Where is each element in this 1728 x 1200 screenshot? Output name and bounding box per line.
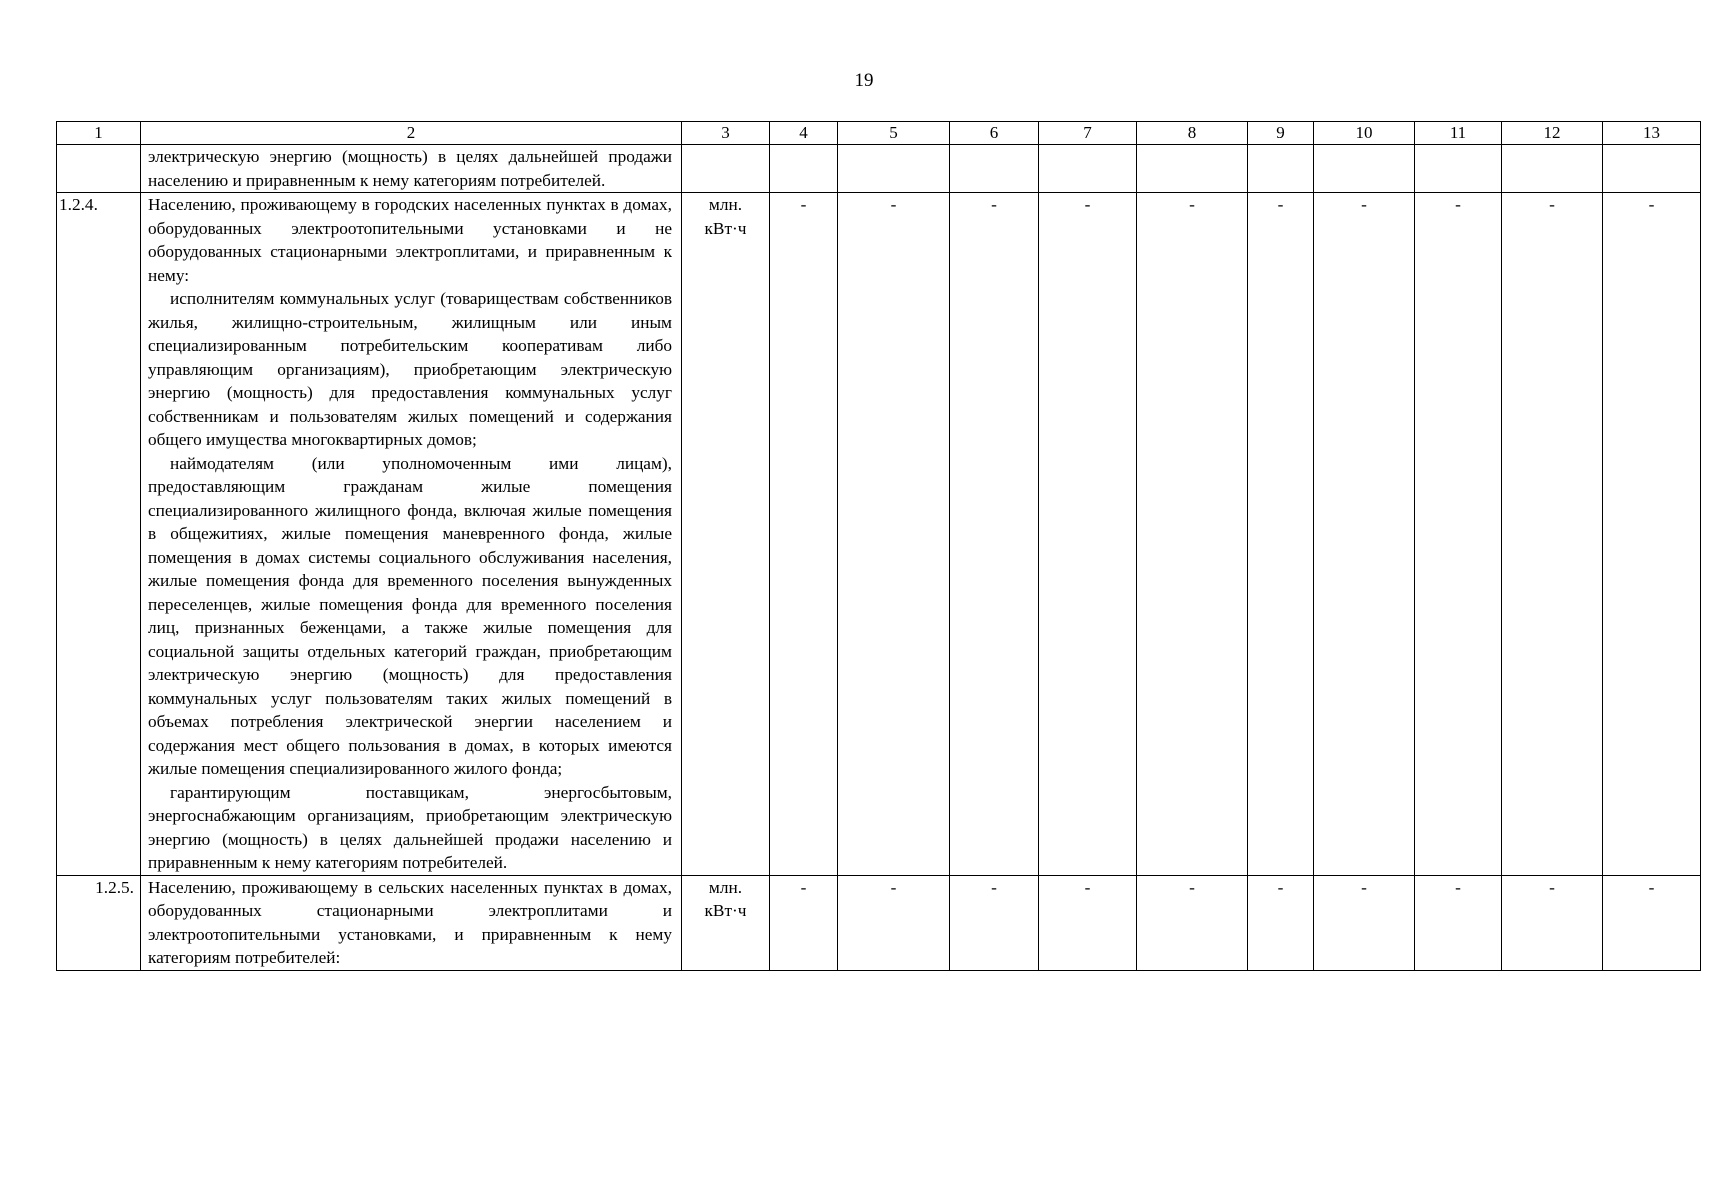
column-number: 12 — [1502, 122, 1603, 145]
value-cell: - — [1415, 193, 1502, 876]
table-row — [57, 145, 1701, 193]
value-cell — [1314, 145, 1415, 193]
value-cell — [838, 145, 950, 193]
column-number: 2 — [141, 122, 682, 145]
value-cell — [950, 145, 1039, 193]
unit-cell — [682, 145, 770, 193]
row-number: 1.2.5. — [57, 875, 141, 970]
value-cell — [1603, 145, 1701, 193]
row-description — [141, 145, 682, 193]
value-cell: - — [1137, 193, 1248, 876]
value-cell: - — [770, 193, 838, 876]
value-cell — [1137, 145, 1248, 193]
value-cell — [770, 145, 838, 193]
value-cell — [1039, 145, 1137, 193]
column-number: 7 — [1039, 122, 1137, 145]
page-number: 19 — [854, 70, 874, 91]
value-cell: - — [838, 875, 950, 970]
value-cell: - — [1603, 875, 1701, 970]
value-cell: - — [950, 875, 1039, 970]
value-cell: - — [950, 193, 1039, 876]
value-cell — [1502, 145, 1603, 193]
column-number-row — [57, 122, 1701, 145]
value-cell: - — [1314, 193, 1415, 876]
column-number: 5 — [838, 122, 950, 145]
description-paragraph: исполнителям коммунальных услуг (товариществам собственников жилья, жилищно-строительным, жилищным или иным специализированным потребительским кооперативам либо управляющим организациям), приобретающим электрическую энергию (мощность) для предоставления коммунальных услуг собственникам и пользователям жилых помещений и содержания общего имущества многоквартирных домов; — [148, 289, 672, 449]
value-cell: - — [1248, 193, 1314, 876]
row-number — [57, 145, 141, 193]
value-cell — [1248, 145, 1314, 193]
column-number: 3 — [682, 122, 770, 145]
unit-cell — [682, 875, 770, 970]
unit-line: кВт·ч — [704, 218, 747, 238]
unit-line: млн. — [708, 877, 743, 897]
unit-line: кВт·ч — [704, 901, 747, 920]
value-cell: - — [1502, 193, 1603, 876]
value-cell: - — [1502, 875, 1603, 970]
value-cell: - — [1039, 875, 1137, 970]
column-number: 8 — [1137, 122, 1248, 145]
value-cell: - — [1248, 875, 1314, 970]
column-number: 1 — [57, 122, 141, 145]
tariff-table — [56, 121, 1701, 971]
unit-line: млн. — [708, 195, 743, 214]
value-cell: - — [1603, 193, 1701, 876]
value-cell: - — [770, 875, 838, 970]
column-number: 9 — [1248, 122, 1314, 145]
description-paragraph: гарантирующим поставщикам, энергосбытовым, энергоснабжающим организациям, приобретающим электрическую энергию (мощность) в целях дальнейшей продажи населению и приравненным к нему категориям потребителей. — [148, 782, 672, 872]
value-cell: - — [1137, 875, 1248, 970]
value-cell — [1415, 145, 1502, 193]
description-paragraph: Населению, проживающему в городских населенных пунктах в домах, оборудованных электроотопительными установками и не оборудованных стационарными электроплитами, и приравненным к нему: — [148, 195, 672, 285]
table-row — [57, 875, 1701, 970]
description-paragraph: Населению, проживающему в сельских населенных пунктах в домах, оборудованных стационарными электроплитами и электроотопительными установками, и приравненным к нему категориям потребителей: — [148, 877, 672, 967]
value-cell: - — [1415, 875, 1502, 970]
description-paragraph: электрическую энергию (мощность) в целях дальнейшей продажи населению и приравненным к нему категориям потребителей. — [148, 147, 672, 190]
value-cell: - — [838, 193, 950, 876]
column-number: 10 — [1314, 122, 1415, 145]
column-number: 6 — [950, 122, 1039, 145]
column-number: 13 — [1603, 122, 1701, 145]
unit-cell — [682, 193, 770, 876]
column-number: 11 — [1415, 122, 1502, 145]
value-cell: - — [1039, 193, 1137, 876]
column-number: 4 — [770, 122, 838, 145]
value-cell: - — [1314, 875, 1415, 970]
row-description — [141, 875, 682, 970]
row-number: 1.2.4. — [57, 193, 141, 876]
row-description — [141, 193, 682, 876]
description-paragraph: наймодателям (или уполномоченным ими лицам), предоставляющим гражданам жилые помещения специализированного жилищного фонда, включая жилые помещения в общежитиях, жилые помещения маневренного фонда, жилые помещения в домах системы социального обслуживания населения, жилые помещения фонда для временного поселения вынужденных переселенцев, жилые помещения фонда для временного поселения лиц, признанных беженцами, а также жилые помещения для социальной защиты отдельных категорий граждан, приобретающим электрическую энергию (мощность) для предоставления коммунальных услуг пользователям таких жилых помещений в объемах потребления электрической энергии населением и содержания мест общего пользования в домах, в которых имеются жилые помещения специализированного жилого фонда; — [148, 453, 672, 778]
table-row — [57, 193, 1701, 876]
